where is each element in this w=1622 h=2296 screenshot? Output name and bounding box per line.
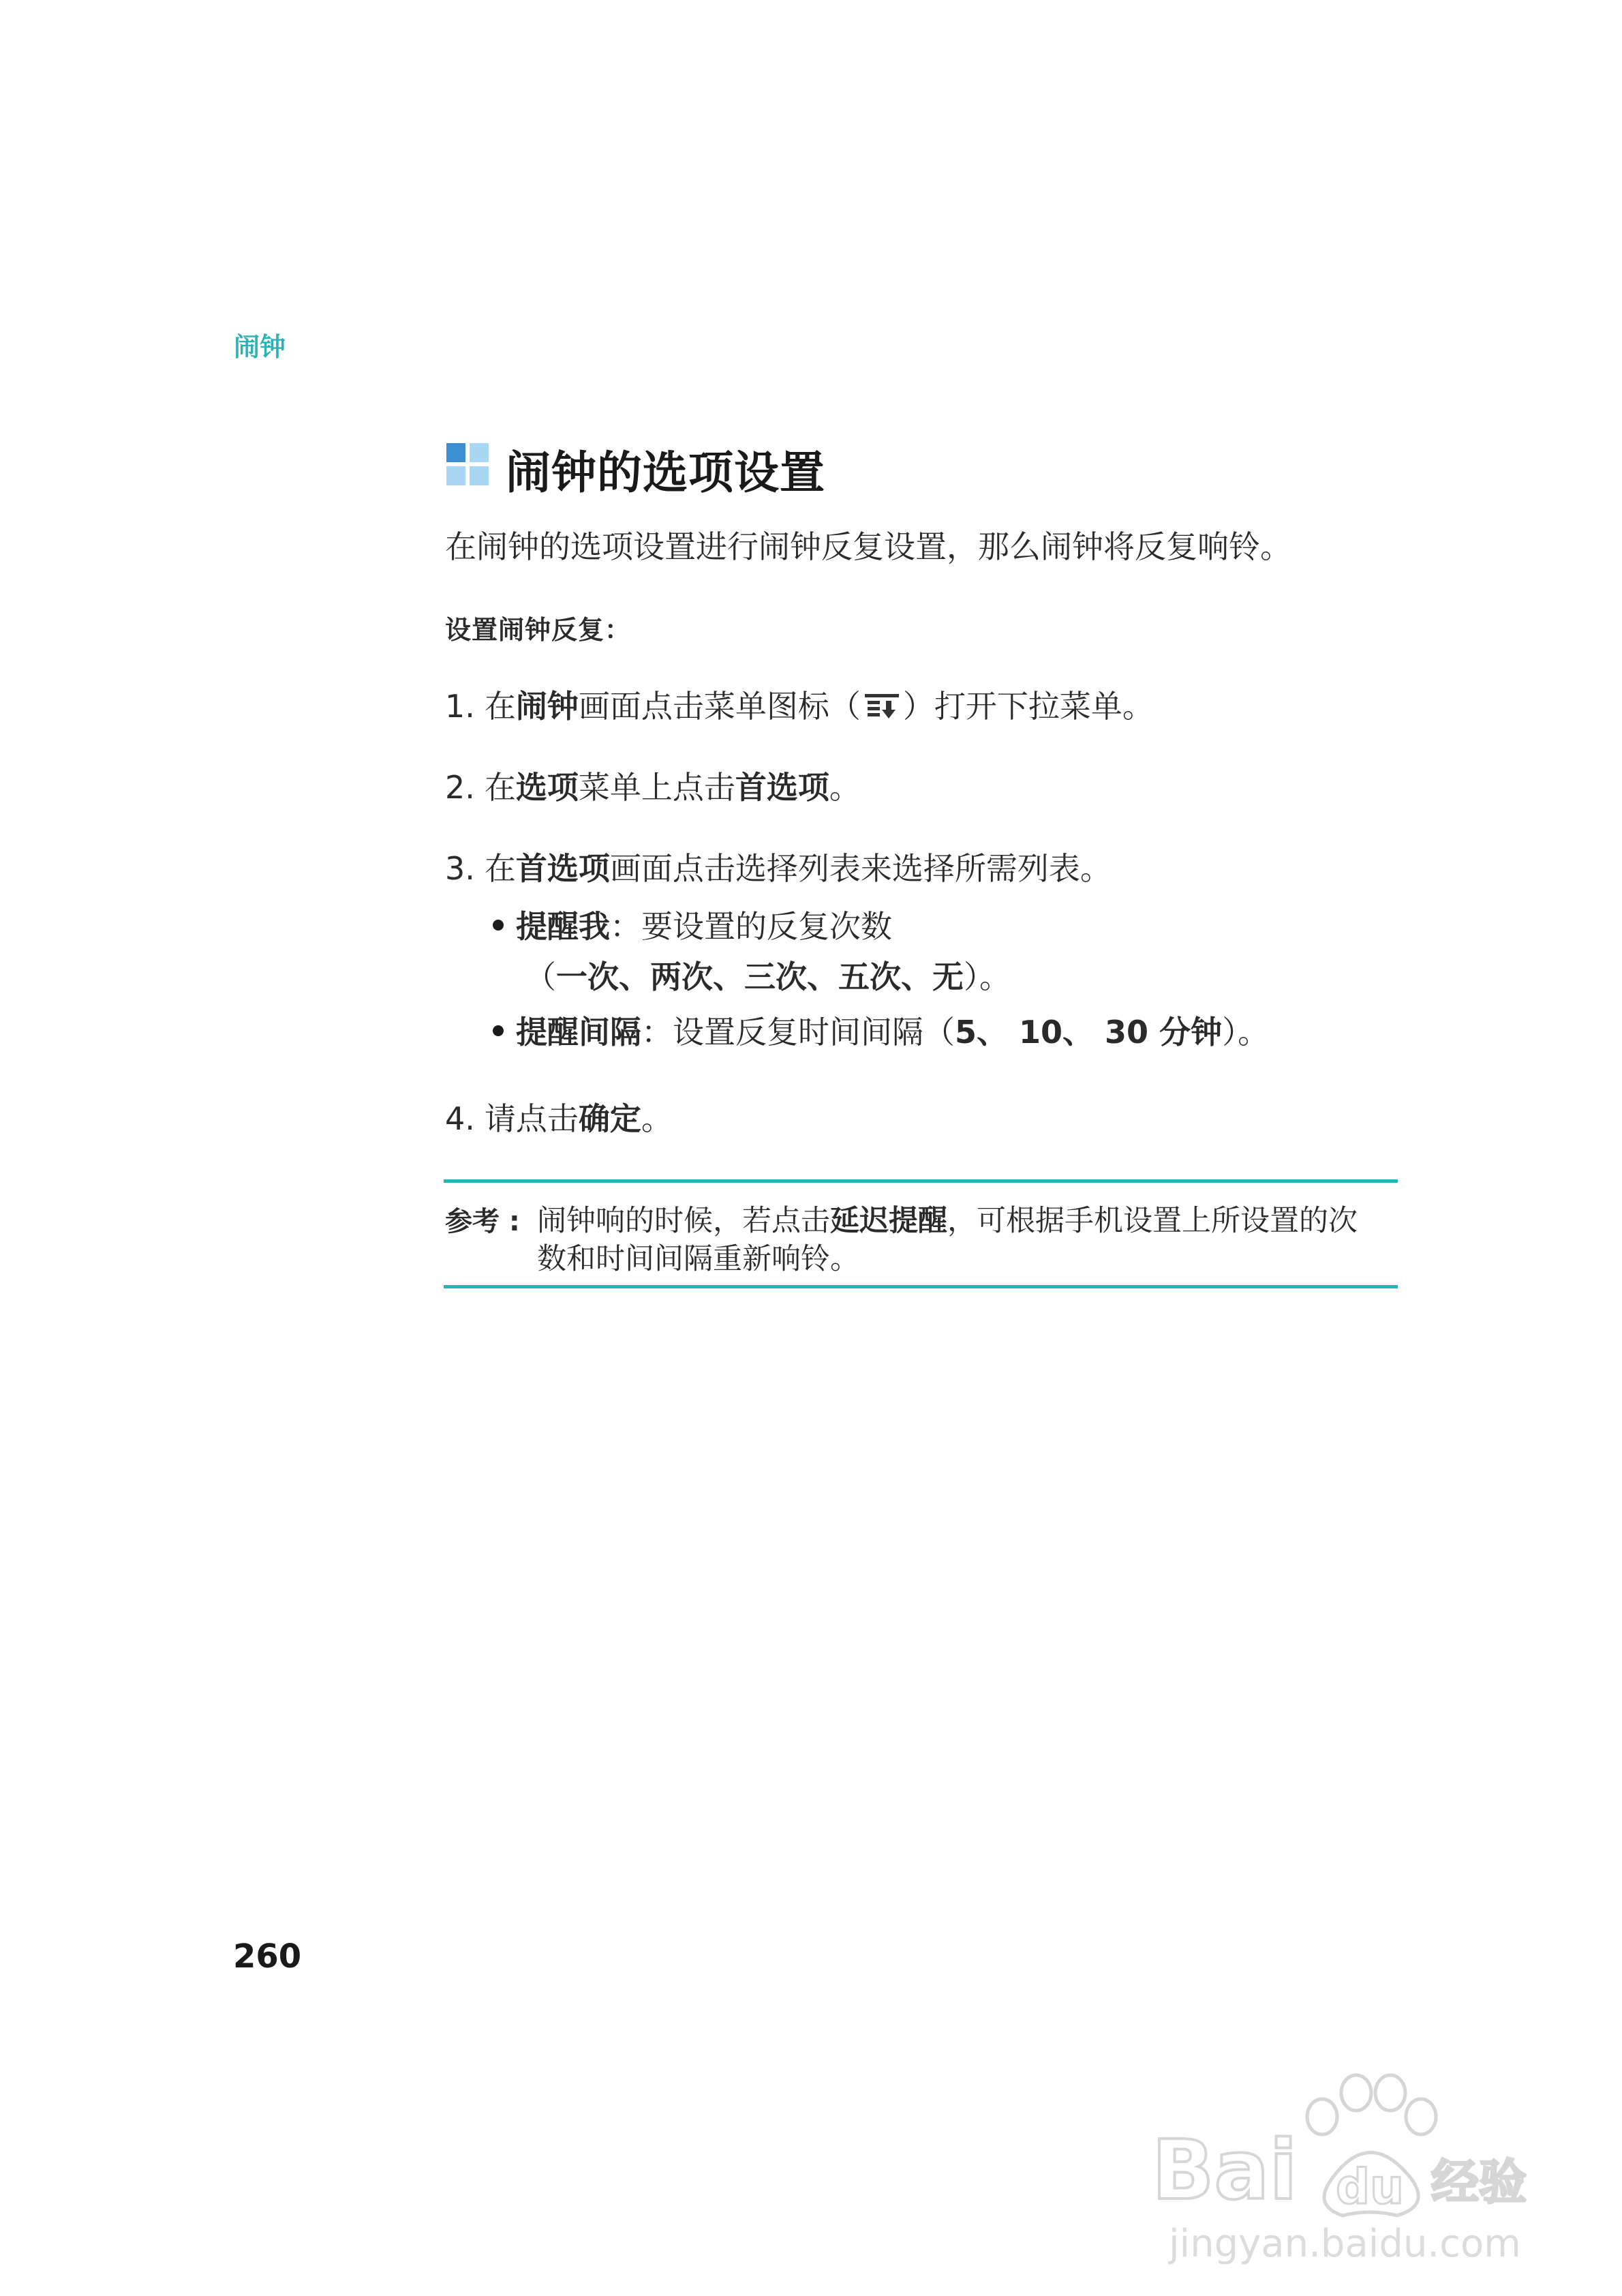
step-text: 在 [484,769,516,806]
bullet-label: 提醒我 [516,908,610,945]
page-title: 闹钟的选项设置 [506,447,825,499]
svg-text:du: du [1336,2159,1404,2215]
step-text: 。 [829,769,861,806]
step-number: 2. [445,769,475,806]
bullet-item [493,902,892,947]
note-bold: 延迟提醒 [830,1204,947,1238]
step-text: 画面点击选择列表来选择所需列表。 [609,850,1112,887]
step-4 [445,1094,673,1139]
bullet-continuation [525,952,1011,997]
step-text: 在 [484,850,516,887]
subheading: 设置闹钟反复： [445,615,632,645]
bullet-text: 设置反复时间间隔（ [673,1014,955,1051]
menu-dropdown-icon [863,693,900,723]
note-bottom-rule [444,1285,1398,1288]
bullet-text: （ [525,958,556,995]
step-text: 菜单上点击 [578,769,735,806]
step-text: 在 [484,688,516,725]
step-number: 4. [445,1100,475,1137]
section-label: 闹钟 [234,332,286,362]
step-bold: 闹钟 [515,688,579,725]
step-bold: 首选项 [515,850,610,887]
step-text: ）打开下拉菜单。 [902,688,1154,725]
step-number: 1. [445,688,475,725]
bullet-sep: ： [610,908,641,945]
step-1 [445,682,1154,727]
intro-paragraph: 在闹钟的选项设置进行闹钟反复设置，那么闹钟将反复响铃。 [445,528,1291,565]
step-text: 画面点击菜单图标（ [578,688,861,725]
svg-text:jingyan.baidu.com: jingyan.baidu.com [1169,2222,1521,2266]
bullet-text: 要设置的反复次数 [641,908,892,945]
note-top-rule [444,1179,1398,1183]
bullet-values: 5、 10、 30 分钟 [955,1014,1223,1051]
bullet-label: 提醒间隔 [516,1014,641,1051]
step-2 [445,763,861,808]
bullet-sep: ： [641,1014,673,1051]
bullet-text: ）。 [964,958,1011,995]
bullet-text: ）。 [1222,1014,1270,1051]
bullet-dot [493,1025,504,1036]
step-bold: 选项 [515,769,579,806]
note-text-line2: 数和时间间隔重新响铃。 [537,1242,859,1276]
note-text [537,1198,1358,1239]
bullet-item [493,1008,1269,1053]
baidu-jingyan-watermark [1152,2052,1533,2277]
note-text-pre: 闹钟响的时候，若点击 [537,1204,830,1238]
step-text: 。 [641,1100,673,1137]
svg-text:Bai: Bai [1152,2124,1298,2218]
note-text-post: ，可根据手机设置上所设置的次 [947,1204,1358,1238]
page-number: 260 [233,1937,302,1976]
note-label: 参考 : [445,1206,520,1237]
step-3 [445,844,1112,889]
step-bold: 确定 [578,1100,641,1137]
step-text: 请点击 [484,1100,579,1137]
grid-square-icon [446,443,489,485]
bullet-values: 一次、两次、三次、五次、无 [556,958,964,995]
step-number: 3. [445,850,475,887]
svg-text:经验: 经验 [1431,2154,1527,2210]
bullet-dot [493,920,504,931]
step-bold: 首选项 [735,769,829,806]
